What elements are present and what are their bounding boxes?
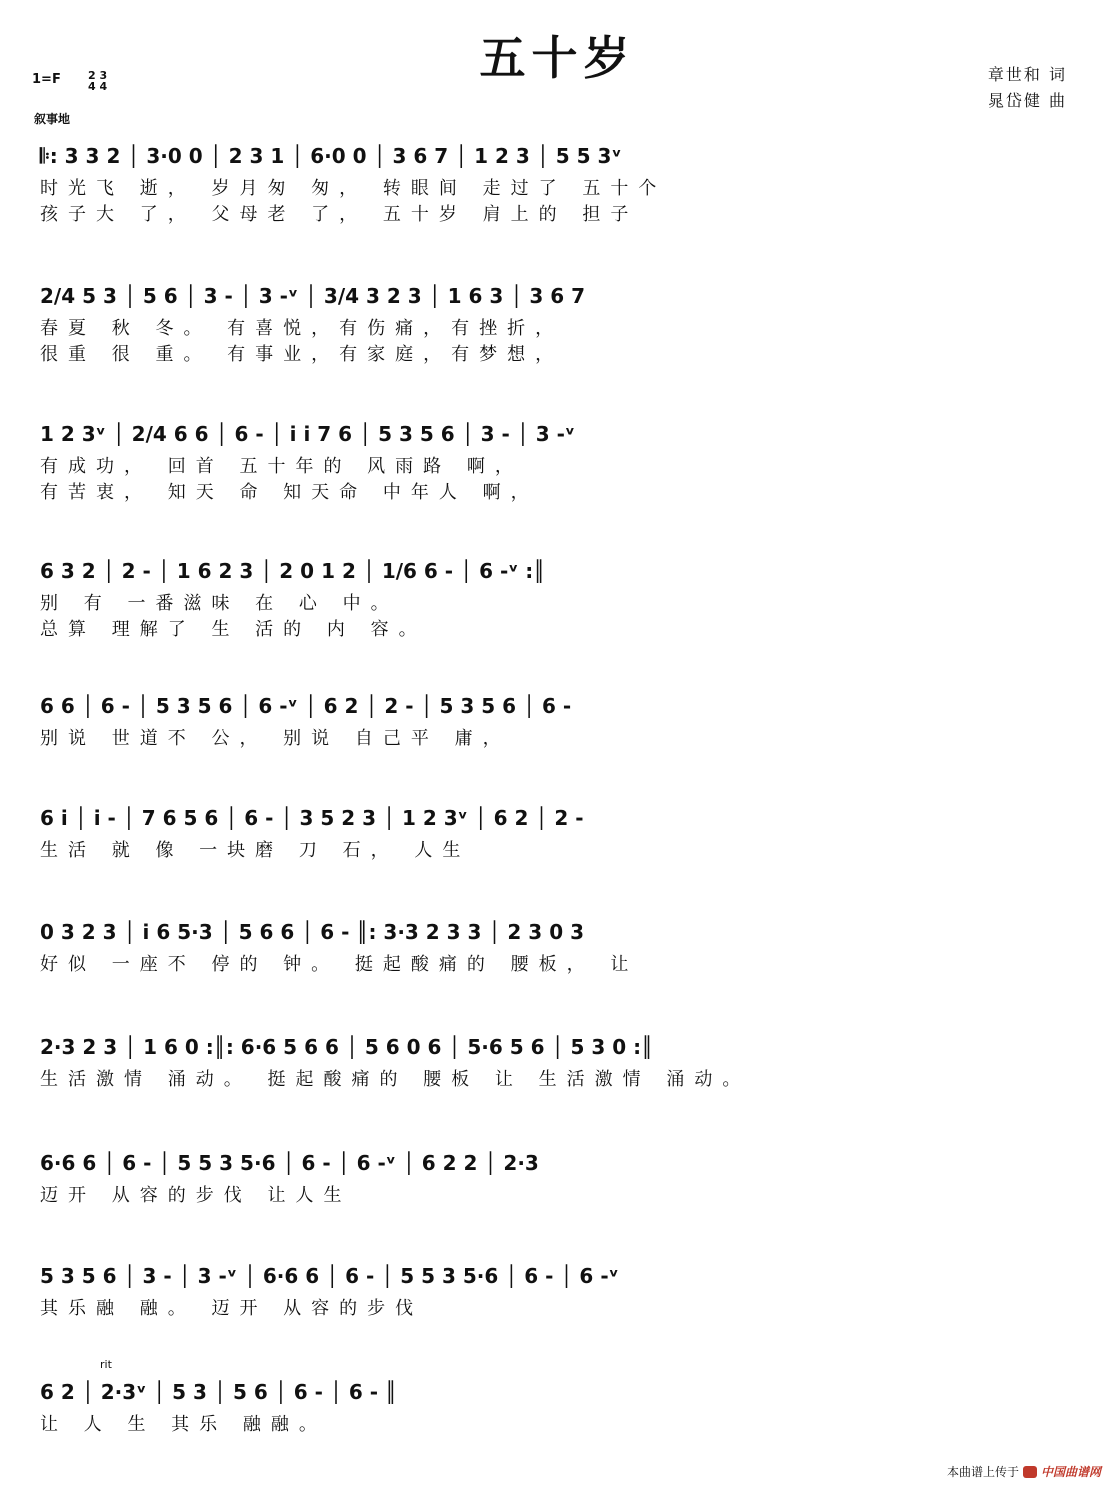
score-system	[0, 138, 1115, 248]
tempo-marking: 叙事地	[34, 112, 71, 126]
score-system	[0, 553, 1115, 663]
lyric-verse-1: 让 人 生 其乐 融融。	[40, 1414, 327, 1435]
notation-line: 6·6 6 │ 6 - │ 5 5 3 5·6 │ 6 - │ 6 -ᵛ │ 6 2 2 │ 2·3	[40, 1151, 539, 1175]
notation-line: 1 2 3ᵛ │ 2/4 6 6 │ 6 - │ i i 7 6 │ 5 3 5 6 │ 3 - │ 3 -ᵛ	[40, 422, 575, 446]
lyric-verse-1: 别说 世道不 公， 别说 自己平 庸，	[40, 728, 511, 749]
score-system	[0, 278, 1115, 388]
notation-line: 6 i │ i - │ 7 6 5 6 │ 6 - │ 3 5 2 3 │ 1 2 3ᵛ │ 6 2 │ 2 -	[40, 806, 584, 830]
lyric-verse-2: 很重 很 重。 有事业，有家庭，有梦想，	[40, 344, 564, 365]
rit-marking: rit	[100, 1358, 112, 1371]
meter-top: 2 3	[88, 69, 108, 82]
lyric-verse-1: 好似 一座不 停的 钟。 挺起酸痛的 腰板， 让	[40, 954, 639, 975]
notation-line: 2·3 2 3 │ 1 6 0 :║: 6·6 5 6 6 │ 5 6 0 6 │ 5·6 5 6 │ 5 3 0 :║	[40, 1035, 654, 1059]
lyric-verse-2: 有苦衷， 知天 命 知天命 中年人 啊，	[40, 482, 539, 503]
site-logo-text: 中国曲谱网	[1040, 1465, 1101, 1479]
score-system	[0, 914, 1115, 1024]
upload-footer	[947, 1463, 1101, 1480]
lyric-verse-1: 别 有 一番滋味 在 心 中。	[40, 593, 399, 614]
lyric-verse-1: 春夏 秋 冬。 有喜悦，有伤痛，有挫折，	[40, 318, 564, 339]
lyric-verse-2: 孩子大 了， 父母老 了， 五十岁 肩上的 担子	[40, 204, 639, 225]
lyric-verse-1: 有成功， 回首 五十年的 风雨路 啊，	[40, 456, 523, 477]
notation-line: 𝄆: 3 3 2 │ 3·0 0 │ 2 3 1 │ 6·0 0 │ 3 6 7 │ 1 2 3 │ 5 5 3ᵛ	[40, 144, 622, 168]
lyric-verse-1: 其乐融 融。 迈开 从容的步伐	[40, 1298, 424, 1319]
song-title: 五十岁	[479, 31, 636, 85]
meter-bottom: 4 4	[88, 80, 108, 93]
lyricist-credit: 章世和 词	[987, 65, 1067, 84]
score-system	[0, 1258, 1115, 1368]
score-system	[0, 1145, 1115, 1255]
key-signature: 1=F	[32, 72, 61, 87]
score-system	[0, 1029, 1115, 1139]
score-system	[0, 416, 1115, 526]
notation-line: 6 3 2 │ 2 - │ 1 6 2 3 │ 2 0 1 2 │ 1/6 6 - │ 6 -ᵛ :║	[40, 559, 546, 583]
lyric-verse-1: 生活 就 像 一块磨 刀 石， 人生	[40, 840, 471, 861]
notation-line: 5 3 5 6 │ 3 - │ 3 -ᵛ │ 6·6 6 │ 6 - │ 5 5 3 5·6 │ 6 - │ 6 -ᵛ	[40, 1264, 619, 1288]
time-signature	[88, 70, 107, 92]
notation-line: 6 2 │ 2·3ᵛ │ 5 3 │ 5 6 │ 6 - │ 6 - ║	[40, 1380, 398, 1404]
notation-line: 0 3 2 3 │ i 6 5·3 │ 5 6 6 │ 6 - ║: 3·3 2 3 3 │ 2 3 0 3	[40, 920, 584, 944]
lyric-verse-1: 生活激情 涌动。 挺起酸痛的 腰板 让 生活激情 涌动。	[40, 1069, 751, 1090]
score-system	[0, 688, 1115, 798]
lyric-verse-2: 总算 理解了 生 活的 内 容。	[40, 619, 427, 640]
score-system	[0, 800, 1115, 910]
notation-line: 2/4 5 3 │ 5 6 │ 3 - │ 3 -ᵛ │ 3/4 3 2 3 │ 1 6 3 │ 3 6 7	[40, 284, 585, 308]
site-logo-icon	[1023, 1466, 1037, 1478]
lyric-verse-1: 迈开 从容的步伐 让人生	[40, 1185, 352, 1206]
footer-text: 本曲谱上传于	[946, 1465, 1019, 1479]
lyric-verse-1: 时光飞 逝， 岁月匆 匆， 转眼间 走过了 五十个	[40, 178, 667, 199]
notation-line: 6 6 │ 6 - │ 5 3 5 6 │ 6 -ᵛ │ 6 2 │ 2 - │ 5 3 5 6 │ 6 -	[40, 694, 572, 718]
composer-credit: 晁岱健 曲	[987, 91, 1067, 110]
